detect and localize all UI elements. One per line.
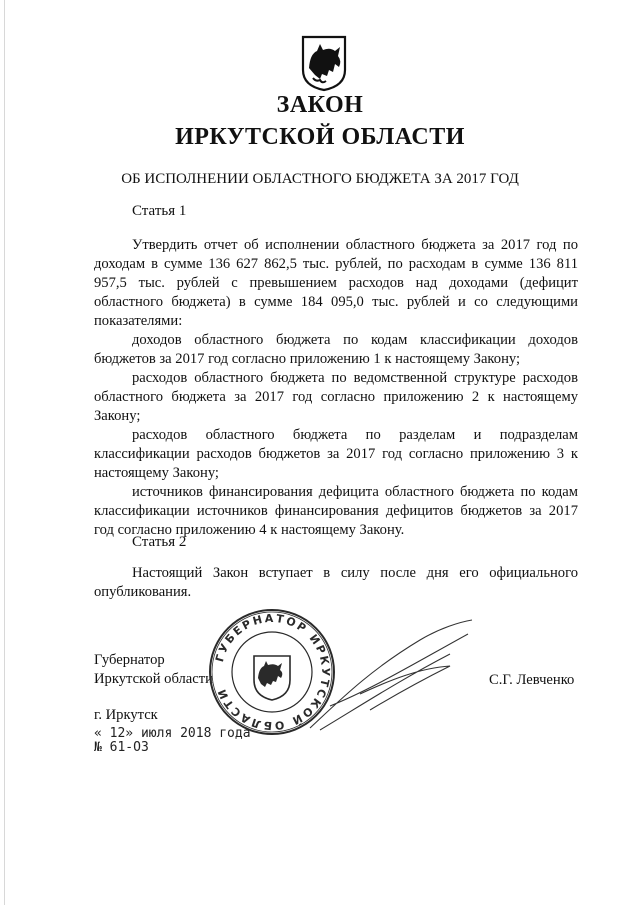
law-number: № 61-ОЗ xyxy=(94,740,149,755)
article-2-body xyxy=(94,564,578,602)
article-2-paragraph: Настоящий Закон вступает в силу после дня его официального опубликования. xyxy=(94,565,578,600)
law-subject: ОБ ИСПОЛНЕНИИ ОБЛАСТНОГО БЮДЖЕТА ЗА 2017 ГОД xyxy=(121,171,519,187)
page-subtitle-region: ИРКУТСКОЙ ОБЛАСТИ xyxy=(175,124,465,150)
article-1-paragraph: расходов областного бюджета по разделам и подразделам классификации расходов бюджетов за 2017 год согласно приложению 3 к настоящему Закону; xyxy=(94,427,578,481)
article-1-paragraph: доходов областного бюджета по кодам классификации доходов бюджетов за 2017 год согласно приложению 1 к настоящему Закону; xyxy=(94,332,578,367)
signatory-name: С.Г. Левченко xyxy=(489,672,575,688)
signing-city: г. Иркутск xyxy=(94,707,158,723)
article-1-paragraph: расходов областного бюджета по ведомственной структуре расходов областного бюджета за 2017 год согласно приложению 2 к настоящему Закону; xyxy=(94,370,578,424)
page-title: ЗАКОН xyxy=(276,92,364,118)
signatory-title: Губернатор xyxy=(94,652,165,668)
article-1-heading: Статья 1 xyxy=(132,203,187,219)
signatory-position xyxy=(94,651,213,689)
coat-of-arms-icon xyxy=(300,34,348,92)
article-1-paragraph: источников финансирования дефицита областного бюджета по кодам классификации источников финансирования дефицитов бюджетов за 2017 год согласно приложению 4 к настоящему Закону. xyxy=(94,484,578,538)
signing-date: « 12» июля 2018 года xyxy=(94,726,251,741)
article-1-paragraph: Утвердить отчет об исполнении областного бюджета за 2017 год по доходам в сумме 136 627 862,5 тыс. рублей, по расходам в сумме 136 811 957,5 тыс. рублей с превышением расходов над доходами (дефицит областного бюджета) в сумме 184 095,0 тыс. рублей и со следующими показателями: xyxy=(94,237,578,329)
article-2-heading: Статья 2 xyxy=(132,534,187,550)
signatory-region: Иркутской области xyxy=(94,671,213,687)
article-1-body xyxy=(94,236,578,540)
handwritten-signature xyxy=(300,610,480,750)
seal-ring-text: ГУБЕРНАТОР ИРКУТСКОЙ ОБЛАСТИ xyxy=(213,611,333,733)
